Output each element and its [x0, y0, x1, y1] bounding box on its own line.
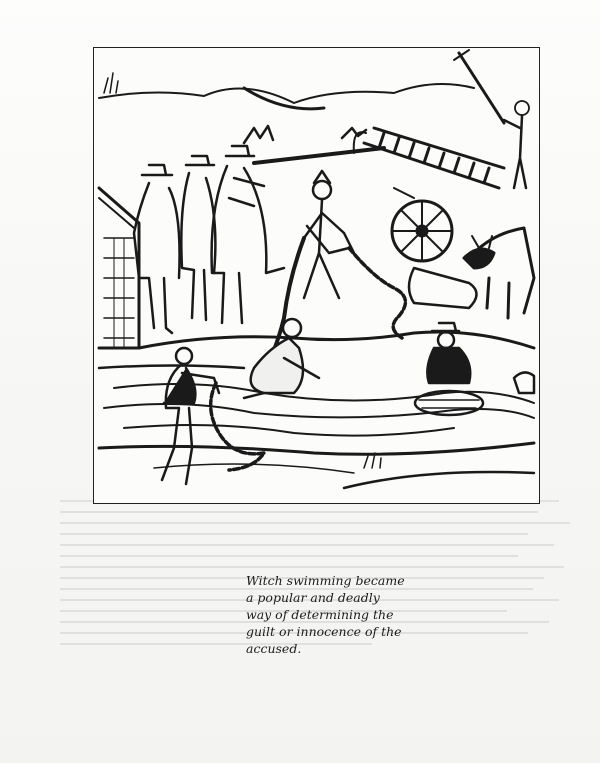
caption-line: a popular and deadly [246, 590, 380, 605]
caption-line: way of determining the [246, 607, 394, 622]
witch-swimming-woodcut [93, 47, 540, 504]
woodcut-illustration-icon [94, 48, 539, 503]
caption-line: accused. [246, 641, 302, 656]
caption-line: guilt or innocence of the [246, 624, 402, 639]
caption-line: Witch swimming became [246, 573, 405, 588]
figure-caption [246, 572, 436, 657]
